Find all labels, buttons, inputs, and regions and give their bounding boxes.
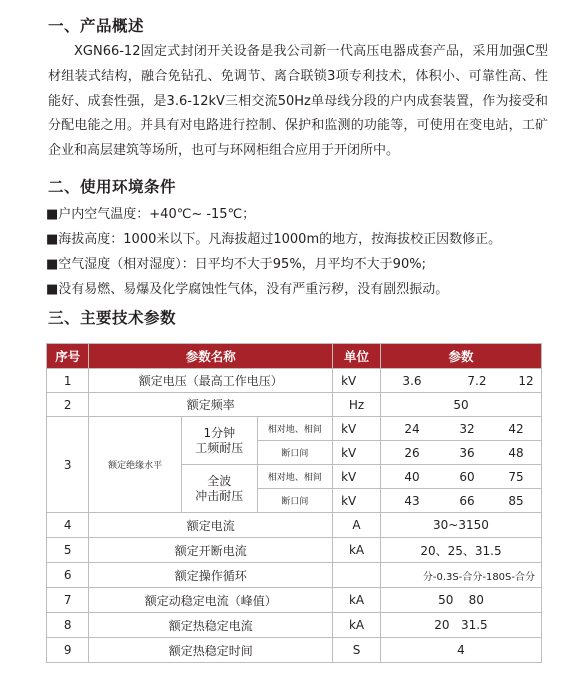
table-header-row — [47, 344, 542, 369]
row-value: 20 31.5 — [380, 613, 541, 638]
section-title-overview: 一、产品概述 — [48, 17, 145, 35]
sub-label-line2: 冲击耐压 — [195, 488, 244, 503]
row-unit: kA — [333, 588, 381, 613]
row-value: 50 — [380, 393, 541, 417]
header-unit: 单位 — [333, 344, 381, 369]
value-3: 48 — [508, 445, 524, 460]
row-values — [380, 417, 541, 441]
sub-label-impulse — [181, 465, 257, 513]
value-2: 60 — [459, 469, 475, 484]
row-no: 6 — [47, 563, 89, 588]
header-name: 参数名称 — [89, 344, 333, 369]
overview-paragraph — [48, 40, 548, 164]
row-name: 额定动稳定电流（峰值） — [89, 588, 333, 613]
value-1: 43 — [404, 493, 420, 508]
table-row — [47, 563, 542, 588]
env-item-humidity: ■空气湿度（相对湿度）：日平均不大于95%，月平均不大于90%; — [46, 257, 426, 272]
env-item-hazards: ■没有易燃、易爆及化学腐蚀性气体，没有严重污秽，没有剧烈振动。 — [46, 282, 449, 297]
row-values — [380, 441, 541, 465]
row-no: 9 — [47, 638, 89, 663]
row-name: 额定开断电流 — [89, 538, 333, 563]
section-title-environment: 二、使用环境条件 — [48, 178, 177, 196]
table-row — [47, 393, 542, 417]
row-name: 额定操作循环 — [89, 563, 333, 588]
row-name: 额定热稳定时间 — [89, 638, 333, 663]
overview-text: XGN66-12固定式封闭开关设备是我公司新一代高压电器成套产品，采用加强C型材组装式结构，融合免钻孔、免调节、离合联锁3项专利技术，体积小、可靠性高、性能好、成套性强，是3.6-12kV三相交流50Hz单母线分段的户内成套装置，作为接受和分配电能之用。并具有对电路进行控制、保护和监测的功能等，可使用在变电站，工矿企业和高层建筑等场所，也可与环网柜组合应用于开闭所中。 — [48, 44, 548, 159]
row-no: 4 — [47, 513, 89, 538]
row-value: 4 — [380, 638, 541, 663]
section-title-params: 三、主要技术参数 — [48, 309, 177, 327]
table-row — [47, 513, 542, 538]
row-values — [380, 489, 541, 513]
row-unit — [333, 563, 381, 588]
cond-break: 断口间 — [257, 489, 333, 513]
row-unit: kV — [333, 441, 381, 465]
sub-label-line1: 1分钟 — [203, 425, 236, 440]
value-2: 7.2 — [467, 373, 487, 388]
table-row — [47, 613, 542, 638]
value-3: 12 — [518, 373, 534, 388]
row-unit: kV — [333, 417, 381, 441]
value-1: 24 — [404, 421, 420, 436]
row-no: 3 — [47, 417, 89, 513]
row-value: 20、25、31.5 — [380, 538, 541, 563]
row-name: 额定频率 — [89, 393, 333, 417]
cond-ground: 相对地、相间 — [257, 465, 333, 489]
value-3: 42 — [508, 421, 524, 436]
row-no: 5 — [47, 538, 89, 563]
row-unit: kV — [333, 465, 381, 489]
table-row — [47, 588, 542, 613]
row-unit: S — [333, 638, 381, 663]
row-value: 分-0.3S-合分-180S-合分 — [380, 563, 541, 588]
value-2: 32 — [459, 421, 475, 436]
row-unit: kA — [333, 613, 381, 638]
sub-label-line2: 工频耐压 — [195, 440, 244, 455]
row-value: 50 80 — [380, 588, 541, 613]
tech-params-table — [46, 343, 542, 663]
row-unit: kV — [333, 369, 381, 393]
value-3: 75 — [508, 469, 524, 484]
table-row — [47, 538, 542, 563]
env-item-altitude: ■海拔高度：1000米以下。凡海拔超过1000m的地方，按海拔校正因数修正。 — [46, 232, 502, 247]
row-name: 额定电压（最高工作电压） — [89, 369, 333, 393]
env-item-temperature: ■户内空气温度：+40℃~ -15℃； — [46, 207, 256, 222]
row-name: 额定电流 — [89, 513, 333, 538]
cond-break: 断口间 — [257, 441, 333, 465]
header-no: 序号 — [47, 344, 89, 369]
sub-label-power-frequency — [181, 417, 257, 465]
table-row — [47, 417, 542, 441]
table-row — [47, 638, 542, 663]
value-2: 36 — [459, 445, 475, 460]
row-unit: kA — [333, 538, 381, 563]
row-name: 额定绝缘水平 — [89, 417, 182, 513]
table-row — [47, 369, 542, 393]
value-1: 26 — [404, 445, 420, 460]
value-2: 66 — [459, 493, 475, 508]
row-values — [380, 465, 541, 489]
row-no: 7 — [47, 588, 89, 613]
row-no: 8 — [47, 613, 89, 638]
row-unit: kV — [333, 489, 381, 513]
row-no: 1 — [47, 369, 89, 393]
row-value: 30~3150 — [380, 513, 541, 538]
row-no: 2 — [47, 393, 89, 417]
header-value: 参数 — [380, 344, 541, 369]
row-unit: A — [333, 513, 381, 538]
value-1: 40 — [404, 469, 420, 484]
sub-label-line1: 全波 — [207, 473, 232, 488]
row-name: 额定热稳定电流 — [89, 613, 333, 638]
row-unit: Hz — [333, 393, 381, 417]
row-values — [380, 369, 541, 393]
cond-ground: 相对地、相间 — [257, 417, 333, 441]
value-3: 85 — [508, 493, 524, 508]
value-1: 3.6 — [402, 373, 422, 388]
